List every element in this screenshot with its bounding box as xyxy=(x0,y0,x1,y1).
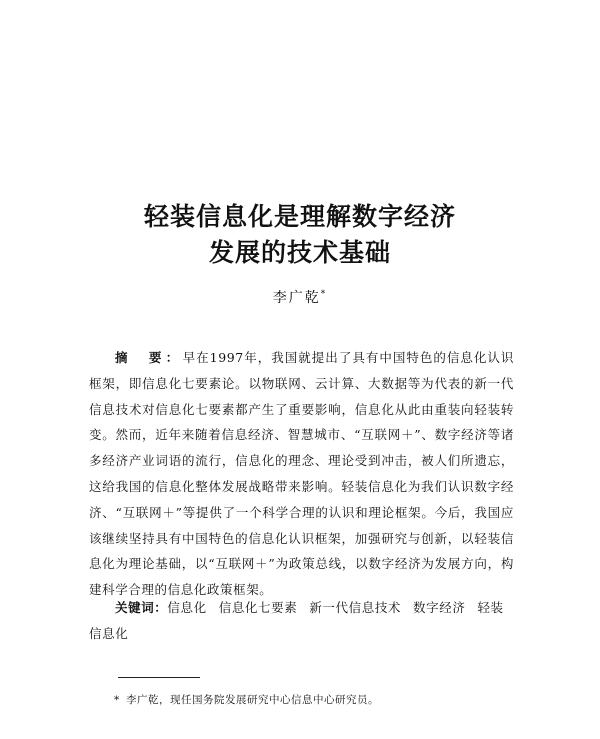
author xyxy=(0,287,600,307)
author-name: 李广乾 xyxy=(272,290,321,306)
abstract-text: 早在1997年，我国就提出了具有中国特色的信息化认识框架，即信息化七要素论。以物联网、云计算、大数据等为代表的新一代信息技术对信息化七要素都产生了重要影响，信息化从此由重装向轻装转变。然而，近年来随着信息经济、智慧城市、“互联网＋”、数字经济等诸多经济产业词语的流行，信息化的理念、理论受到冲击，被人们所遗忘，这给我国的信息化整体发展战略带来影响。轻装信息化为我们认识数字经济、“互联网＋”等提供了一个科学合理的认识和理论框架。今后，我国应该继续坚持具有中国特色的信息化认识框架，加强研究与创新，以轻装信息化为理论基础，以“互联网＋”为政策总线，以数字经济为发展方向，构建科学合理的信息化政策框架。 xyxy=(89,350,514,598)
keyword-item: 数字经济 xyxy=(413,600,466,615)
keyword-item: 信息化七要素 xyxy=(218,600,298,615)
footnote-divider xyxy=(118,677,200,678)
keyword-item: 轻装信息化 xyxy=(89,600,504,641)
title-line-2: 发展的技术基础 xyxy=(208,238,391,267)
keywords-label: 关键词： xyxy=(115,600,168,615)
keyword-item: 信息化 xyxy=(167,600,207,615)
title-line-1: 轻装信息化是理解数字经济 xyxy=(143,202,456,231)
footnote-text: 李广乾，现任国务院发展研究中心信息中心研究员。 xyxy=(126,694,379,706)
keyword-item: 新一代信息技术 xyxy=(309,600,402,615)
abstract xyxy=(89,345,514,603)
abstract-label: 摘 要： xyxy=(115,350,183,365)
keywords xyxy=(89,595,514,647)
footnote xyxy=(114,693,379,707)
footnote-marker: * xyxy=(114,694,120,706)
author-footnote-marker: * xyxy=(320,289,328,300)
